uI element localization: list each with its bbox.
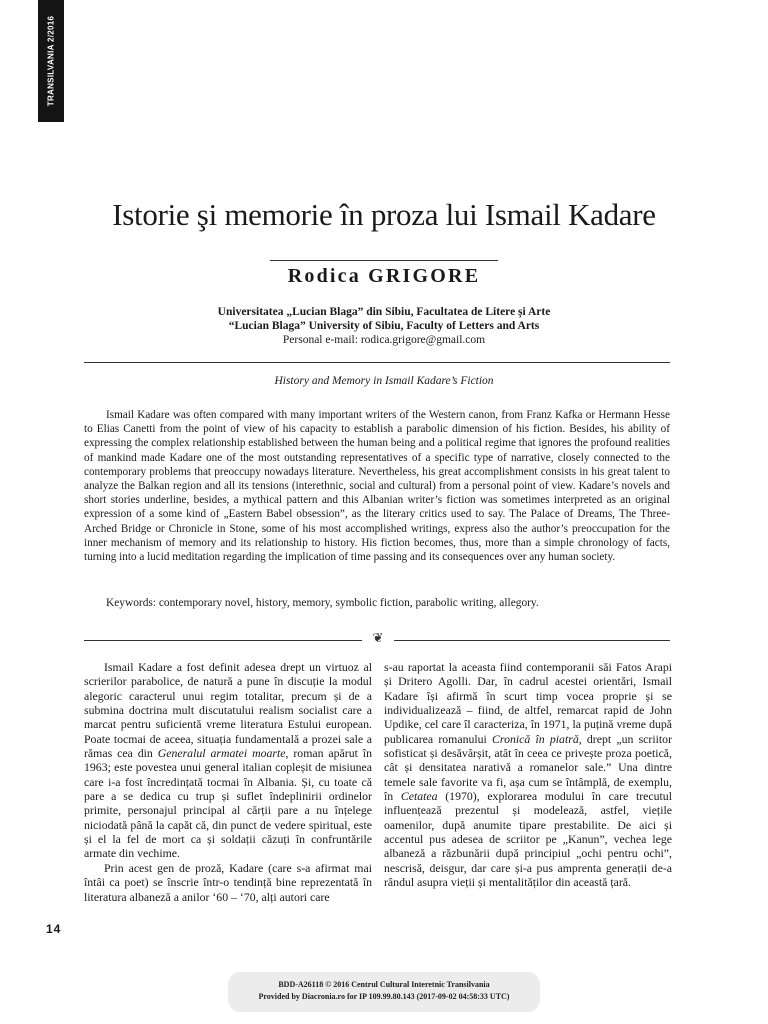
article-title: Istorie şi memorie în proza lui Ismail Kadare [112,197,656,232]
journal-side-tab-label: TRANSILVANIA 2/2016 [46,15,56,107]
author-email: Personal e-mail: rodica.grigore@gmail.com [282,334,486,346]
footer-line-copyright: BDD-A26118 © 2016 Centrul Cultural Interetnic Transilvania [278,980,490,989]
keywords-line: Keywords: contemporary novel, history, memory, symbolic fiction, parabolic writing, allegory. [106,597,539,609]
author-top-rule [270,260,498,261]
ornament-icon: ❦ [372,630,384,645]
author-name: Rodica GRIGORE [287,265,481,287]
body-column-left [84,660,372,904]
footer-banner [228,972,540,1012]
journal-side-tab [38,0,64,122]
ornament-rule-right [394,640,670,641]
footer-line-provided: Provided by Diacronia.ro for IP 109.99.80.143 (2017-09-02 04:58:33 UTC) [258,992,510,1001]
page-number: 14 [46,922,62,936]
ornament-rule-left [84,640,362,641]
abstract-paragraph: Ismail Kadare was often compared with many important writers of the Western canon, from Franz Kafka or Hermann Hesse to Elias Canetti from the point of view of his capacity to establish a parabolic dimension of his fiction. Besides, his ability of expressing the complex relationship established between the human being and a political regime that ignores the profound realities of mankind made Kadare one of the most outstanding representatives of a specific type of narrative, closely connected to the contemporary problems that preoccupy nowadays literature. Nevertheless, his great accomplishment consists in his great talent to analyze the Balkan region and all its tensions (interethnic, social and cultural) from a personal point of view. Kadare’s novels and short stories underline, besides, a mythical pattern and this Albanian writer’s fiction was sometimes interpreted as an original expression of a some kind of „Eastern Babel obsession”, as the literary critics used to say. The Palace of Dreams, The Three-Arched Bridge or Chronicle in Stone, some of his most accomplished writings, express also the author’s preoccupation for the inner mechanism of memory and its relationship to history. His fiction becomes, thus, more than a simple chronology of facts, turning into a lucid meditation regarding the implication of time passing and its consequences over any human society. [84,409,670,564]
header-divider [84,362,670,363]
body-paragraph: Prin acest gen de proză, Kadare (care s-a afirmat mai întâi ca poet) se înscrie într-o tendință bine reprezentată în literatura albaneză a anilor ‘60 – ‘70, alți autori care [84,860,372,904]
english-subtitle: History and Memory in Ismail Kadare’s Fiction [274,375,494,387]
body-paragraph: s-au raportat la aceasta fiind contemporanii săi Fatos Arapi și Dritero Agolli. Dar, în cadrul acestei orientări, Ismail Kadare își afirmă în scurt timp vocea proprie și se individualizează – fiind, de altfel, remarcat rapid de John Updike, cel care îl caracteriza, în 1971, la puțină vreme după publicarea romanului Cronică în piatră, drept „un scriitor sofisticat și desăvârșit, atât în ceea ce privește proza poetică, cât și densitatea narativă a romanelor sale.” Una dintre temele sale favorite va fi, așa cum se întâmplă, de exemplu, în Cetatea (1970), explorarea modului în care trecutul influențează prezentul și modelează, astfel, viețile oamenilor, după anumite tipare prestabilite. De aici și accentul pus adesea de scriitor pe „Kanun”, vechea lege albaneză a răzbunării după principiul „ochi pentru ochi”, nescrisă, deisgur, dar care și-a pus amprenta generații de-a rândul asupra vieții și mentalităților din această țară. [384,660,673,890]
affiliation-ro: Universitatea „Lucian Blaga” din Sibiu, Facultatea de Litere și Arte [217,306,551,318]
body-column-right [384,660,672,890]
affiliation-en: “Lucian Blaga” University of Sibiu, Faculty of Letters and Arts [228,320,540,332]
body-paragraph: Ismail Kadare a fost definit adesea drept un virtuoz al scrierilor parabolice, de natură a pune în discuție la modul alegoric caracterul unui regim totalitar, precum și de a submina doctrina mult discutatului realism socialist care a marcat pentru suficientă vreme literatura Estului european. Poate tocmai de aceea, situația fundamentală a prozei sale a rămas cea din Generalul armatei moarte, roman apărut în 1963; este povestea unui general italian copleșit de misiunea care i-a fost încredințată tocmai în Albania. Și, cu toate că pare a se dedica cu trup și suflet îndeplinirii ordinelor primite, personajul principal al cărții pare a nu înțelege niciodată până la capăt că, din punct de vedere spiritual, este și el la fel de mort ca și soldații căzuți în confruntările armate din vechime. [84,660,372,861]
